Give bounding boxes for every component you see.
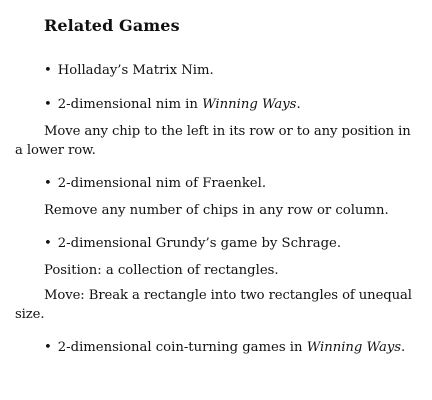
list-item-punct: . bbox=[401, 340, 406, 355]
list-item-label: 2-dimensional Grundy’s game by Schrage. bbox=[57, 236, 342, 251]
list-item-grundy bbox=[44, 236, 341, 251]
list-item-holladay bbox=[44, 63, 214, 78]
bullet-icon: • bbox=[44, 236, 52, 251]
bullet-icon: • bbox=[44, 97, 52, 112]
page-title: Related Games bbox=[44, 16, 180, 35]
bullet-icon: • bbox=[44, 176, 52, 191]
bullet-icon: • bbox=[44, 340, 52, 355]
list-item-coin-turning bbox=[44, 340, 405, 355]
book-title: Winning Ways bbox=[306, 340, 402, 355]
book-title: Winning Ways bbox=[202, 97, 297, 112]
item-move-text: Move: Break a rectangle into two rectangles of unequal size. bbox=[15, 288, 412, 322]
item-description: Move any chip to the left in its row or to any position in a lower row. bbox=[15, 124, 411, 158]
item-position-text: Position: a collection of rectangles. bbox=[44, 263, 279, 278]
list-item-fraenkel bbox=[44, 176, 266, 191]
list-item-label: 2-dimensional nim in bbox=[57, 97, 203, 112]
list-item-winning-ways-nim bbox=[44, 97, 301, 112]
list-item-label: 2-dimensional coin-turning games in bbox=[57, 340, 307, 355]
list-item-label: 2-dimensional nim of Fraenkel. bbox=[57, 176, 267, 191]
bullet-icon: • bbox=[44, 63, 52, 78]
list-item-label: Holladay’s Matrix Nim. bbox=[57, 63, 214, 78]
item-description: Remove any number of chips in any row or column. bbox=[44, 203, 389, 218]
list-item-punct: . bbox=[296, 97, 301, 112]
